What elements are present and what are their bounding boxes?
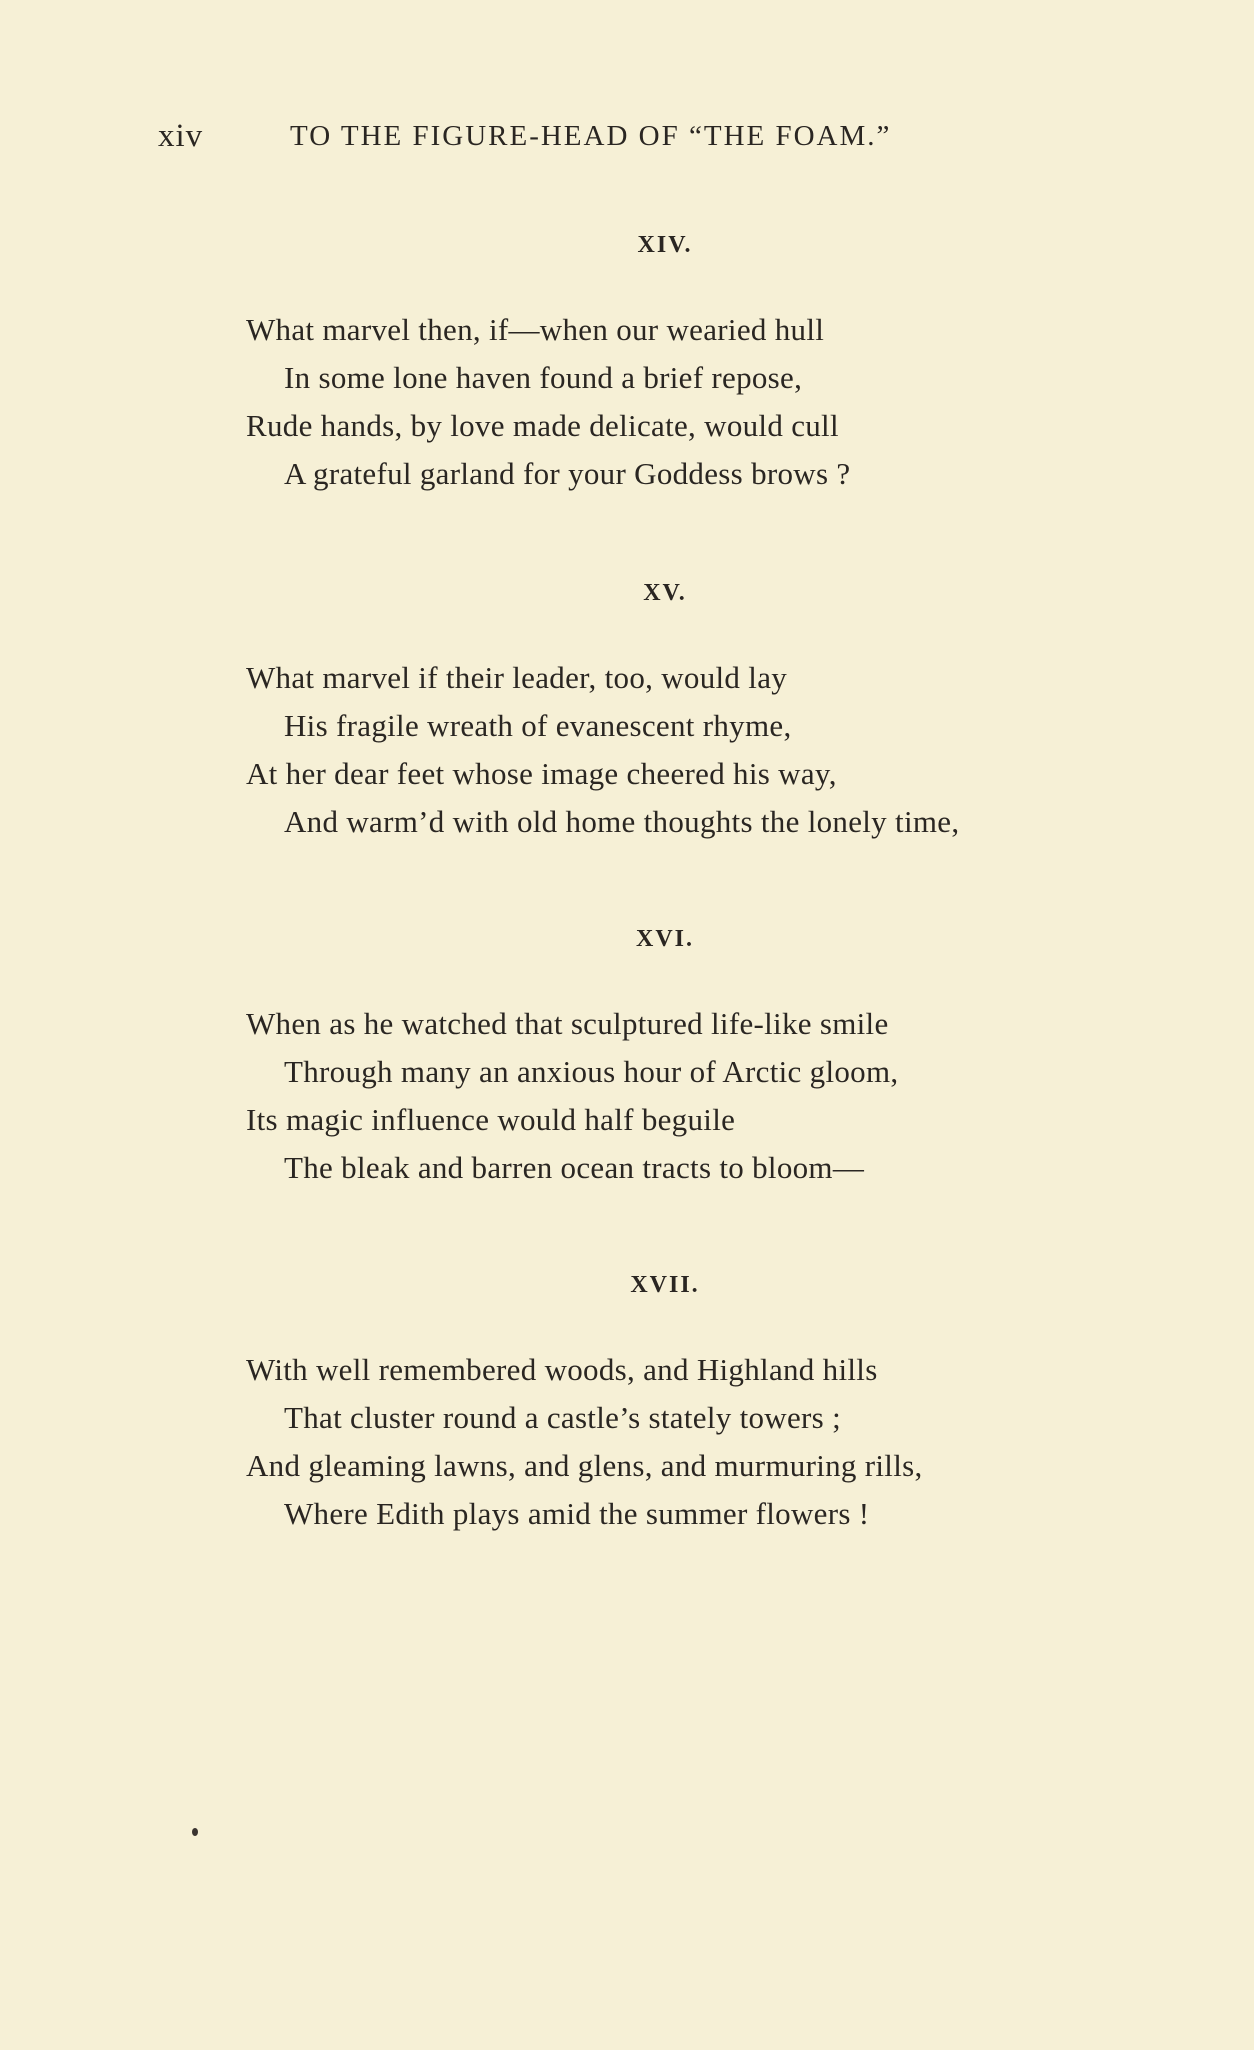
stanza-number-xv: XV. [643, 580, 687, 606]
stanza-xvii [246, 1346, 1146, 1538]
page-number: xiv [158, 118, 204, 154]
stanza-line: At her dear feet whose image cheered his way, [246, 756, 837, 791]
stanza-line: Where Edith plays amid the summer flowers ! [284, 1496, 870, 1531]
running-title: TO THE FIGURE-HEAD OF “THE FOAM.” [290, 120, 892, 152]
stanza-line: Its magic influence would half beguile [246, 1102, 736, 1137]
stanza-line: His fragile wreath of evanescent rhyme, [284, 708, 792, 743]
stanza-line: A grateful garland for your Goddess brows ? [284, 456, 851, 491]
running-head [158, 118, 1058, 158]
stanza-line: And warm’d with old home thoughts the lonely time, [284, 804, 960, 839]
stanza-line: What marvel if their leader, too, would lay [246, 660, 788, 695]
stanza-line: Through many an anxious hour of Arctic gloom, [284, 1054, 899, 1089]
stanza-line: When as he watched that sculptured life-like smile [246, 1006, 889, 1041]
stanza-xvi [246, 1000, 1146, 1192]
stanza-number-xvii: XVII. [630, 1272, 700, 1298]
stanza-line: Rude hands, by love made delicate, would cull [246, 408, 839, 443]
stanza-line: What marvel then, if—when our wearied hull [246, 312, 825, 347]
ink-speck [192, 1828, 198, 1836]
stanza-line: That cluster round a castle’s stately towers ; [284, 1400, 841, 1435]
stanza-xiv [246, 306, 1146, 498]
stanza-xv [246, 654, 1146, 846]
stanza-number-xvi: XVI. [635, 926, 694, 952]
stanza-number-xiv: XIV. [637, 232, 693, 258]
stanza-line: In some lone haven found a brief repose, [284, 360, 803, 395]
stanza-line: The bleak and barren ocean tracts to bloom— [284, 1150, 865, 1185]
stanza-line: With well remembered woods, and Highland hills [246, 1352, 878, 1387]
stanza-line: And gleaming lawns, and glens, and murmuring rills, [246, 1448, 923, 1483]
